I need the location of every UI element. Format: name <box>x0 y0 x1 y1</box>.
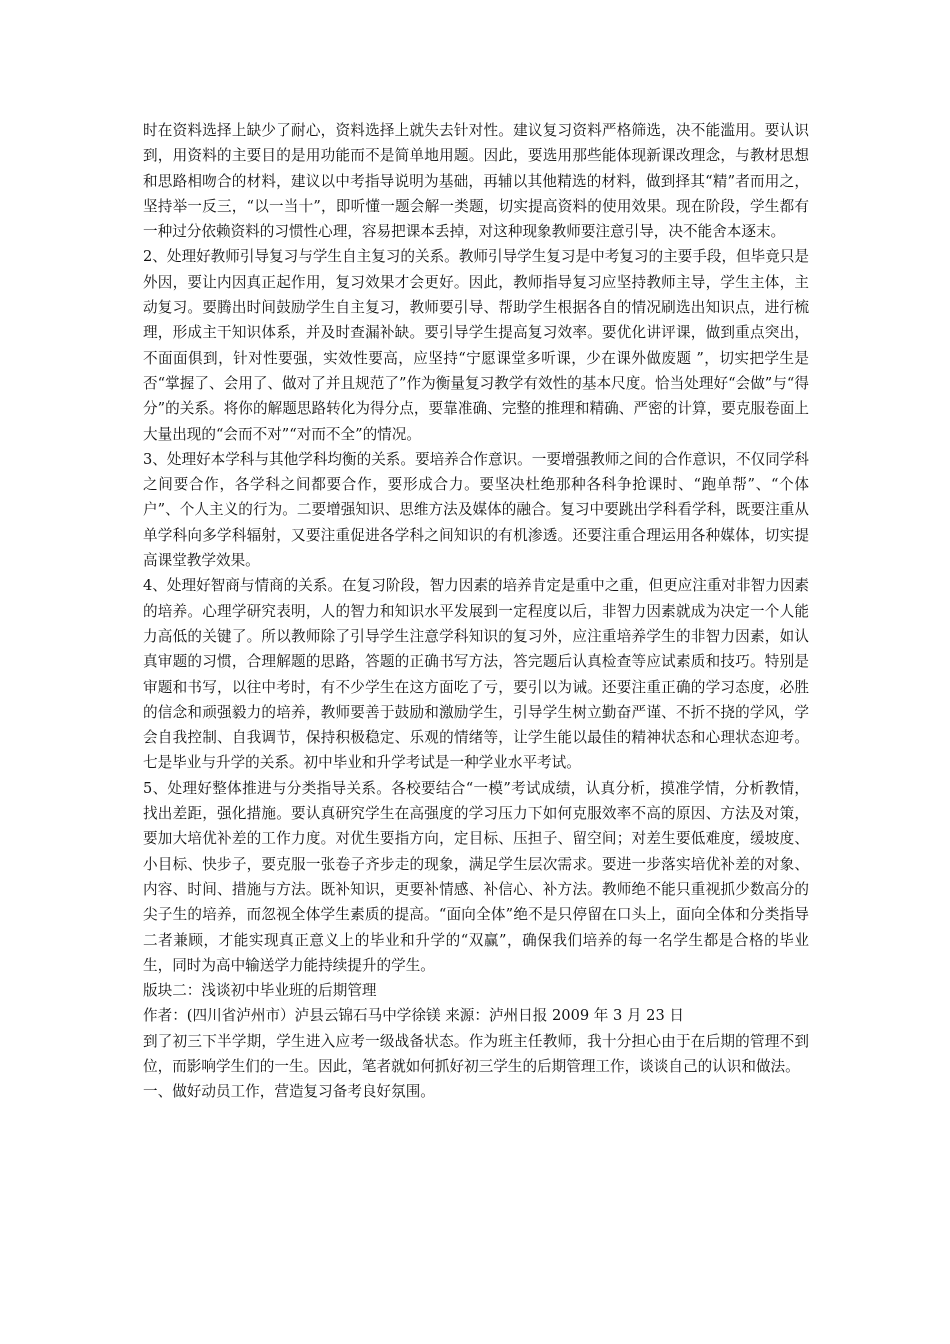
author-source-line: 作者：(四川省泸州市）泸县云锦石马中学徐镁 来源：泸州日报 2009 年 3 月 23 日 <box>143 1007 684 1025</box>
document-body <box>143 118 809 1105</box>
paragraph-iq-eq: 4、处理好智商与情商的关系。在复习阶段，智力因素的培养肯定是重中之重，但更应注重对非智力因素的培养。心理学研究表明，人的智力和知识水平发展到一定程度以后，非智力因素就成为决定一个人能力高低的关键了。所以教师除了引导学生注意学科知识的复习外，应注重培养学生的非智力因素，如认真审题的习惯，合理解题的思路，答题的正确书写方法，答完题后认真检查等应试素质和技巧。特别是审题和书写，以往中考时，有不少学生在这方面吃了亏，要引以为诫。还要注重正确的学习态度，必胜的信念和顽强毅力的培养，教师要善于鼓励和激励学生，引导学生树立勤奋严谨、不折不挠的学风，学会自我控制、自我调节，保持积极稳定、乐观的情绪等，让学生能以最佳的精神状态和心理状态迎考。七是毕业与升学的关系。初中毕业和升学考试是一种学业水平考试。 <box>143 577 810 772</box>
paragraph-teacher-guided-review: 2、处理好教师引导复习与学生自主复习的关系。教师引导学生复习是中考复习的主要手段，但毕竟只是外因，要让内因真正起作用，复习效果才会更好。因此，教师指导复习应坚持教师主导，学生主体，主动复习。要腾出时间鼓励学生自主复习，教师要引导、帮助学生根据各自的情况刷选出知识点，进行梳理，形成主干知识体系，并及时查漏补缺。要引导学生提高复习效率。要优化讲评课，做到重点突出，不面面俱到，针对性要强，实效性要高，应坚持“宁愿课堂多听课，少在课外做废题 ”，切实把学生是否“掌握了、会用了、做对了并且规范了”作为衡量复习教学有效性的基本尺度。恰当处理好“会做”与“得分”的关系。将你的解题思路转化为得分点，要靠准确、完整的推理和精确、严密的计算，要克服卷面上大量出现的“会而不对”“对而不全”的情况。 <box>143 248 810 443</box>
paragraph-subject-balance: 3、处理好本学科与其他学科均衡的关系。要培养合作意识。一要增强教师之间的合作意识，不仅同学科之间要合作，各学科之间都要合作，要形成合力。要坚决杜绝那种各科争抢课时、“跑单帮”、“个体户”、个人主义的行为。二要增强知识、思维方法及媒体的融合。复习中要跳出学科看学科，既要注重从单学科向多学科辐射，又要注重促进各学科之间知识的有机渗透。还要注重合理运用各种媒体，切实提高课堂教学效果。 <box>143 450 810 570</box>
paragraph-resource-selection: 时在资料选择上缺少了耐心，资料选择上就失去针对性。建议复习资料严格筛选，决不能滥用。要认识到，用资料的主要目的是用功能而不是简单地用题。因此，要选用那些能体现新课改理念，与教材思想和思路相吻合的材料，建议以中考指导说明为基础，再辅以其他精选的材料，做到择其“精”者而用之，坚持举一反三，“以一当十”，即听懂一题会解一类题，切实提高资料的使用效果。现在阶段，学生都有一种过分依赖资料的习惯性心理，容易把课本丢掉，对这种现象教师要注意引导，决不能舍本逐末。 <box>143 122 809 241</box>
subsection-heading: 一、做好动员工作，营造复习备考良好氛围。 <box>143 1083 435 1101</box>
section-heading: 版块二：浅谈初中毕业班的后期管理 <box>143 982 377 1000</box>
paragraph-intro: 到了初三下半学期，学生进入应考一级战备状态。作为班主任教师，我十分担心由于在后期的管理不到位，而影响学生们的一生。因此，笔者就如何抓好初三学生的后期管理工作，谈谈自己的认识和做法。 <box>143 1032 809 1075</box>
paragraph-holistic-guidance: 5、处理好整体推进与分类指导关系。各校要结合“一模”考试成绩，认真分析，摸准学情，分析教情，找出差距，强化措施。要认真研究学生在高强度的学习压力下如何克服效率不高的原因、方法及对策，要加大培优补差的工作力度。对优生要指方向，定目标、压担子、留空间；对差生要低难度，缓坡度、小目标、快步子，要克服一张卷子齐步走的现象，满足学生层次需求。要进一步落实培优补差的对象、内容、时间、措施与方法。既补知识，更要补情感、补信心、补方法。教师绝不能只重视抓少数高分的尖子生的培养，而忽视全体学生素质的提高。“面向全体”绝不是只停留在口头上，面向全体和分类指导二者兼顾，才能实现真正意义上的毕业和升学的“双赢”，确保我们培养的每一名学生都是合格的毕业生，同时为高中输送学力能持续提升的学生。 <box>143 779 809 974</box>
